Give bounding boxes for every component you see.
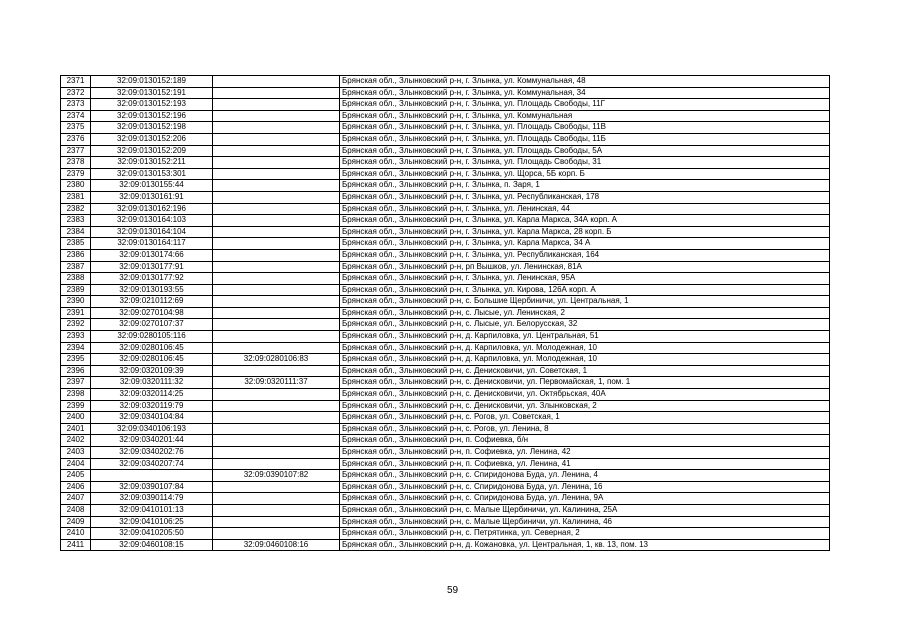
cadastral-number-cell: 32:09:0340104:84: [91, 412, 213, 424]
table-row: [61, 307, 830, 319]
address-cell: Брянская обл., Злынковский р-н, г. Злынка, ул. Ленинская, 95А: [340, 273, 830, 285]
row-number-cell: 2384: [61, 226, 91, 238]
building-cadastral-number-cell: [213, 365, 340, 377]
cadastral-number-cell: 32:09:0130177:92: [91, 273, 213, 285]
row-number-cell: 2373: [61, 99, 91, 111]
building-cadastral-number-cell: [213, 493, 340, 505]
table-row: [61, 110, 830, 122]
table-row: [61, 215, 830, 227]
building-cadastral-number-cell: [213, 528, 340, 540]
address-cell: Брянская обл., Злынковский р-н, с. Малые Щербиничи, ул. Калинина, 46: [340, 516, 830, 528]
address-cell: Брянская обл., Злынковский р-н, г. Злынка, ул. Карла Маркса, 34А корп. А: [340, 215, 830, 227]
page-number: 59: [446, 585, 459, 596]
cadastral-number-cell: 32:09:0130152:196: [91, 110, 213, 122]
cadastral-number-cell: [91, 470, 213, 482]
row-number-cell: 2391: [61, 307, 91, 319]
cadastral-number-cell: 32:09:0320111:32: [91, 377, 213, 389]
building-cadastral-number-cell: [213, 76, 340, 88]
row-number-cell: 2407: [61, 493, 91, 505]
row-number-cell: 2388: [61, 273, 91, 285]
row-number-cell: 2410: [61, 528, 91, 540]
cadastral-number-cell: 32:09:0130155:44: [91, 180, 213, 192]
cadastral-number-cell: 32:09:0130161:91: [91, 191, 213, 203]
cadastral-number-cell: 32:09:0130152:198: [91, 122, 213, 134]
building-cadastral-number-cell: [213, 319, 340, 331]
table-row: [61, 493, 830, 505]
building-cadastral-number-cell: [213, 110, 340, 122]
table-row: [61, 203, 830, 215]
table-row: [61, 319, 830, 331]
table-row: [61, 168, 830, 180]
address-cell: Брянская обл., Злынковский р-н, с. Денисковичи, ул. Злынковская, 2: [340, 400, 830, 412]
address-cell: Брянская обл., Злынковский р-н, с. Спиридонова Буда, ул. Ленина, 16: [340, 481, 830, 493]
address-cell: Брянская обл., Злынковский р-н, г. Злынка, ул. Коммунальная, 48: [340, 76, 830, 88]
address-cell: Брянская обл., Злынковский р-н, г. Злынка, ул. Площадь Свободы, 11Г: [340, 99, 830, 111]
table-row: [61, 389, 830, 401]
address-cell: Брянская обл., Злынковский р-н, с. Рогов, ул. Ленина, 8: [340, 423, 830, 435]
cadastral-number-cell: 32:09:0340106:193: [91, 423, 213, 435]
cadastral-number-cell: 32:09:0390107:84: [91, 481, 213, 493]
building-cadastral-number-cell: [213, 215, 340, 227]
building-cadastral-number-cell: [213, 122, 340, 134]
address-cell: Брянская обл., Злынковский р-н, г. Злынка, ул. Площадь Свободы, 5А: [340, 145, 830, 157]
address-cell: Брянская обл., Злынковский р-н, с. Лысые, ул. Ленинская, 2: [340, 307, 830, 319]
building-cadastral-number-cell: [213, 273, 340, 285]
address-cell: Брянская обл., Злынковский р-н, г. Злынка, ул. Карла Маркса, 34 А: [340, 238, 830, 250]
cadastral-number-cell: 32:09:0280106:45: [91, 342, 213, 354]
building-cadastral-number-cell: [213, 180, 340, 192]
building-cadastral-number-cell: [213, 133, 340, 145]
row-number-cell: 2408: [61, 504, 91, 516]
cadastral-number-cell: 32:09:0320109:39: [91, 365, 213, 377]
row-number-cell: 2401: [61, 423, 91, 435]
row-number-cell: 2406: [61, 481, 91, 493]
table-row: [61, 331, 830, 343]
row-number-cell: 2382: [61, 203, 91, 215]
address-cell: Брянская обл., Злынковский р-н, д. Карпиловка, ул. Молодежная, 10: [340, 342, 830, 354]
cadastral-number-cell: 32:09:0130152:206: [91, 133, 213, 145]
row-number-cell: 2409: [61, 516, 91, 528]
table-row: [61, 99, 830, 111]
cadastral-number-cell: 32:09:0390114:79: [91, 493, 213, 505]
table-row: [61, 539, 830, 551]
cadastral-number-cell: 32:09:0320119:79: [91, 400, 213, 412]
table-row: [61, 528, 830, 540]
table-row: [61, 191, 830, 203]
address-cell: Брянская обл., Злынковский р-н, г. Злынка, ул. Кирова, 126А корп. А: [340, 284, 830, 296]
building-cadastral-number-cell: [213, 261, 340, 273]
row-number-cell: 2395: [61, 354, 91, 366]
building-cadastral-number-cell: [213, 435, 340, 447]
address-cell: Брянская обл., Злынковский р-н, г. Злынка, ул. Коммунальная: [340, 110, 830, 122]
building-cadastral-number-cell: [213, 249, 340, 261]
cadastral-number-cell: 32:09:0130193:55: [91, 284, 213, 296]
cadastral-number-cell: 32:09:0130164:104: [91, 226, 213, 238]
building-cadastral-number-cell: 32:09:0460108:16: [213, 539, 340, 551]
cadastral-number-cell: 32:09:0410106:25: [91, 516, 213, 528]
table-row: [61, 504, 830, 516]
address-cell: Брянская обл., Злынковский р-н, д. Карпиловка, ул. Центральная, 51: [340, 331, 830, 343]
address-cell: Брянская обл., Злынковский р-н, с. Спиридонова Буда, ул. Ленина, 4: [340, 470, 830, 482]
address-cell: Брянская обл., Злынковский р-н, с. Большие Щербиничи, ул. Центральная, 1: [340, 296, 830, 308]
table-row: [61, 458, 830, 470]
row-number-cell: 2403: [61, 447, 91, 459]
address-cell: Брянская обл., Злынковский р-н, г. Злынка, ул. Площадь Свободы, 31: [340, 157, 830, 169]
address-cell: Брянская обл., Злынковский р-н, п. Софиевка, б/н: [340, 435, 830, 447]
building-cadastral-number-cell: [213, 423, 340, 435]
address-cell: Брянская обл., Злынковский р-н, с. Рогов, ул. Советская, 1: [340, 412, 830, 424]
cadastral-number-cell: 32:09:0270104:98: [91, 307, 213, 319]
table-row: [61, 423, 830, 435]
address-cell: Брянская обл., Злынковский р-н, с. Петрятинка, ул. Северная, 2: [340, 528, 830, 540]
cadastral-number-cell: 32:09:0320114:25: [91, 389, 213, 401]
building-cadastral-number-cell: [213, 99, 340, 111]
building-cadastral-number-cell: [213, 168, 340, 180]
row-number-cell: 2393: [61, 331, 91, 343]
address-cell: Брянская обл., Злынковский р-н, с. Спиридонова Буда, ул. Ленина, 9А: [340, 493, 830, 505]
cadastral-number-cell: 32:09:0340201:44: [91, 435, 213, 447]
table-row: [61, 481, 830, 493]
cadastral-number-cell: 32:09:0130162:196: [91, 203, 213, 215]
table-row: [61, 122, 830, 134]
row-number-cell: 2402: [61, 435, 91, 447]
building-cadastral-number-cell: [213, 389, 340, 401]
cadastral-number-cell: 32:09:0130164:117: [91, 238, 213, 250]
table-row: [61, 273, 830, 285]
cadastral-number-cell: 32:09:0270107:37: [91, 319, 213, 331]
row-number-cell: 2400: [61, 412, 91, 424]
cadastral-number-cell: 32:09:0130164:103: [91, 215, 213, 227]
address-cell: Брянская обл., Злынковский р-н, п. Софиевка, ул. Ленина, 41: [340, 458, 830, 470]
building-cadastral-number-cell: [213, 145, 340, 157]
building-cadastral-number-cell: [213, 481, 340, 493]
address-cell: Брянская обл., Злынковский р-н, г. Злынка, ул. Щорса, 5Б корп. Б: [340, 168, 830, 180]
row-number-cell: 2386: [61, 249, 91, 261]
row-number-cell: 2385: [61, 238, 91, 250]
table-row: [61, 296, 830, 308]
table-row: [61, 238, 830, 250]
address-cell: Брянская обл., Злынковский р-н, с. Малые Щербиничи, ул. Калинина, 25А: [340, 504, 830, 516]
cadastral-number-cell: 32:09:0340202:76: [91, 447, 213, 459]
address-cell: Брянская обл., Злынковский р-н, г. Злынка, ул. Республиканская, 178: [340, 191, 830, 203]
cadastral-number-cell: 32:09:0130152:191: [91, 87, 213, 99]
row-number-cell: 2372: [61, 87, 91, 99]
row-number-cell: 2399: [61, 400, 91, 412]
address-cell: Брянская обл., Злынковский р-н, д. Карпиловка, ул. Молодежная, 10: [340, 354, 830, 366]
building-cadastral-number-cell: [213, 504, 340, 516]
row-number-cell: 2371: [61, 76, 91, 88]
cadastral-number-cell: 32:09:0280106:45: [91, 354, 213, 366]
building-cadastral-number-cell: [213, 447, 340, 459]
cadastral-number-cell: 32:09:0410101:13: [91, 504, 213, 516]
row-number-cell: 2380: [61, 180, 91, 192]
registry-table-body: [61, 76, 830, 551]
building-cadastral-number-cell: [213, 331, 340, 343]
building-cadastral-number-cell: [213, 307, 340, 319]
row-number-cell: 2396: [61, 365, 91, 377]
building-cadastral-number-cell: 32:09:0320111:37: [213, 377, 340, 389]
address-cell: Брянская обл., Злынковский р-н, г. Злынка, ул. Площадь Свободы, 11Б: [340, 133, 830, 145]
cadastral-number-cell: 32:09:0210112:69: [91, 296, 213, 308]
row-number-cell: 2390: [61, 296, 91, 308]
row-number-cell: 2411: [61, 539, 91, 551]
row-number-cell: 2378: [61, 157, 91, 169]
cadastral-number-cell: 32:09:0410205:50: [91, 528, 213, 540]
row-number-cell: 2398: [61, 389, 91, 401]
cadastral-number-cell: 32:09:0130152:189: [91, 76, 213, 88]
table-row: [61, 226, 830, 238]
table-row: [61, 87, 830, 99]
building-cadastral-number-cell: [213, 412, 340, 424]
table-row: [61, 447, 830, 459]
building-cadastral-number-cell: [213, 238, 340, 250]
table-row: [61, 400, 830, 412]
row-number-cell: 2377: [61, 145, 91, 157]
table-row: [61, 145, 830, 157]
address-cell: Брянская обл., Злынковский р-н, г. Злынка, п. Заря, 1: [340, 180, 830, 192]
row-number-cell: 2379: [61, 168, 91, 180]
building-cadastral-number-cell: [213, 516, 340, 528]
table-row: [61, 365, 830, 377]
table-row: [61, 435, 830, 447]
row-number-cell: 2394: [61, 342, 91, 354]
cadastral-number-cell: 32:09:0460108:15: [91, 539, 213, 551]
address-cell: Брянская обл., Злынковский р-н, с. Лысые, ул. Белорусская, 32: [340, 319, 830, 331]
building-cadastral-number-cell: [213, 296, 340, 308]
row-number-cell: 2405: [61, 470, 91, 482]
address-cell: Брянская обл., Злынковский р-н, с. Денисковичи, ул. Советская, 1: [340, 365, 830, 377]
table-row: [61, 76, 830, 88]
building-cadastral-number-cell: [213, 342, 340, 354]
table-row: [61, 354, 830, 366]
cadastral-number-cell: 32:09:0130174:66: [91, 249, 213, 261]
row-number-cell: 2404: [61, 458, 91, 470]
building-cadastral-number-cell: [213, 203, 340, 215]
row-number-cell: 2375: [61, 122, 91, 134]
table-row: [61, 412, 830, 424]
table-row: [61, 133, 830, 145]
row-number-cell: 2387: [61, 261, 91, 273]
address-cell: Брянская обл., Злынковский р-н, с. Денисковичи, ул. Первомайская, 1, пом. 1: [340, 377, 830, 389]
row-number-cell: 2383: [61, 215, 91, 227]
building-cadastral-number-cell: [213, 87, 340, 99]
building-cadastral-number-cell: [213, 458, 340, 470]
row-number-cell: 2389: [61, 284, 91, 296]
cadastral-number-cell: 32:09:0280105:116: [91, 331, 213, 343]
building-cadastral-number-cell: 32:09:0280106:83: [213, 354, 340, 366]
building-cadastral-number-cell: [213, 191, 340, 203]
building-cadastral-number-cell: [213, 400, 340, 412]
table-row: [61, 516, 830, 528]
address-cell: Брянская обл., Злынковский р-н, с. Денисковичи, ул. Октябрьская, 40А: [340, 389, 830, 401]
row-number-cell: 2397: [61, 377, 91, 389]
table-row: [61, 249, 830, 261]
address-cell: Брянская обл., Злынковский р-н, г. Злынка, ул. Республиканская, 164: [340, 249, 830, 261]
address-cell: Брянская обл., Злынковский р-н, г. Злынка, ул. Ленинская, 44: [340, 203, 830, 215]
table-row: [61, 342, 830, 354]
row-number-cell: 2392: [61, 319, 91, 331]
building-cadastral-number-cell: [213, 284, 340, 296]
cadastral-number-cell: 32:09:0130152:211: [91, 157, 213, 169]
table-row: [61, 180, 830, 192]
address-cell: Брянская обл., Злынковский р-н, рп Вышков, ул. Ленинская, 81А: [340, 261, 830, 273]
table-row: [61, 377, 830, 389]
cadastral-number-cell: 32:09:0130152:193: [91, 99, 213, 111]
row-number-cell: 2381: [61, 191, 91, 203]
address-cell: Брянская обл., Злынковский р-н, п. Софиевка, ул. Ленина, 42: [340, 447, 830, 459]
table-row: [61, 284, 830, 296]
building-cadastral-number-cell: 32:09:0390107:82: [213, 470, 340, 482]
address-cell: Брянская обл., Злынковский р-н, г. Злынка, ул. Коммунальная, 34: [340, 87, 830, 99]
row-number-cell: 2374: [61, 110, 91, 122]
address-cell: Брянская обл., Злынковский р-н, д. Кожановка, ул. Центральная, 1, кв. 13, пом. 13: [340, 539, 830, 551]
table-row: [61, 261, 830, 273]
cadastral-number-cell: 32:09:0340207:74: [91, 458, 213, 470]
cadastral-number-cell: 32:09:0130152:209: [91, 145, 213, 157]
building-cadastral-number-cell: [213, 226, 340, 238]
registry-table: [60, 75, 830, 551]
row-number-cell: 2376: [61, 133, 91, 145]
table-row: [61, 470, 830, 482]
address-cell: Брянская обл., Злынковский р-н, г. Злынка, ул. Карла Маркса, 28 корп. Б: [340, 226, 830, 238]
cadastral-number-cell: 32:09:0130177:91: [91, 261, 213, 273]
cadastral-number-cell: 32:09:0130153:301: [91, 168, 213, 180]
address-cell: Брянская обл., Злынковский р-н, г. Злынка, ул. Площадь Свободы, 11В: [340, 122, 830, 134]
table-row: [61, 157, 830, 169]
building-cadastral-number-cell: [213, 157, 340, 169]
